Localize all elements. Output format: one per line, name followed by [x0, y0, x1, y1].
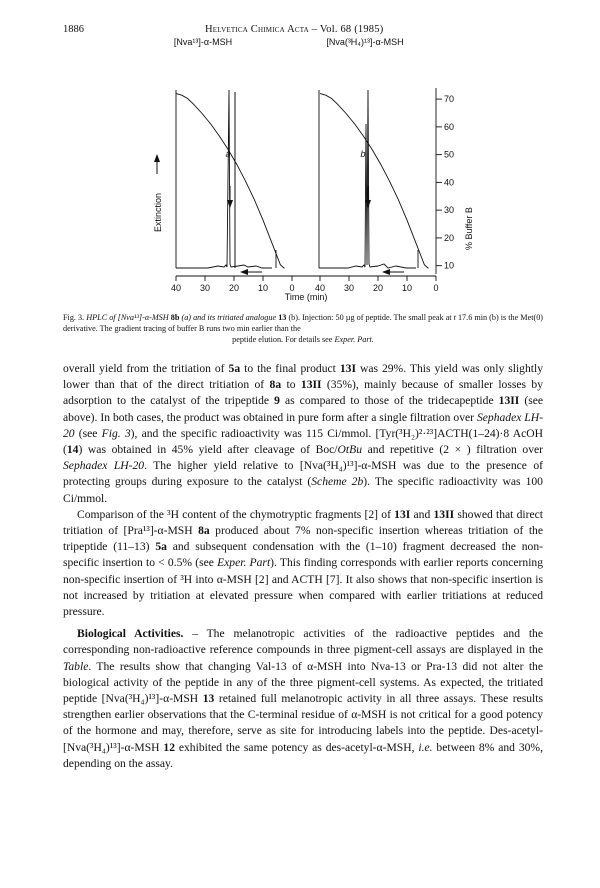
x-b-tick-label: 0	[433, 283, 439, 293]
y-right-label: % Buffer B	[464, 207, 474, 250]
paragraph-1: overall yield from the tritiation of 5a to the final product 13I was 29%. This yield was only slightly lower than that of the direct tritiation of 8a to 13II (35%), mainly because of smaller losses by adsorption to the catalyst of the tripeptide 9 as compared to those of the tridecapeptide 13II (see above). In both cases, the product was obtained in pure form after a single filtration over Sephadex LH-20 (see Fig. 3), and the specific radioactivity was 115 Ci/mmol. [Tyr(³H₂)²·²³]ACTH(1–24)·8 AcOH (14) was obtained in 45% yield after cleavage of Boc/OtBu and repetitive (2 × ) filtration over Sephadex LH-20. The higher yield relative to [Nva(³H₄)¹³]-α-MSH was due to the presence of protecting groups during exposure to the catalyst (Scheme 2b). The specific radioactivity was 100 Ci/mmol.	[63, 362, 544, 505]
y-up-arrow-head	[154, 154, 160, 162]
caption-line-3-pre: peptide elution. For details see	[232, 335, 333, 344]
panel-a-shift-arrow-head	[240, 269, 248, 275]
right-tick-label: 30	[444, 205, 455, 216]
x-a-tick-label: 10	[257, 283, 269, 293]
panel-a-chromatogram	[176, 90, 285, 275]
journal-name: Helvetica Chimica Acta	[205, 24, 309, 35]
x-a-tick-label: 40	[170, 283, 182, 293]
section-heading-biological-activities: Biological Activities.	[77, 627, 184, 641]
peak-label-b: b	[360, 149, 366, 159]
right-tick-label: 70	[444, 94, 455, 105]
panel-b-gradient-curve	[320, 94, 429, 269]
caption-title: HPLC of [Nva¹³]-α-MSH	[86, 313, 169, 322]
figure-caption	[63, 312, 543, 345]
right-tick-label: 40	[444, 177, 455, 188]
journal-volume: – Vol. 68 (1985)	[311, 24, 384, 35]
y-left-label: Extinction	[153, 192, 163, 232]
hplc-figure	[60, 36, 500, 310]
x-a-tick-label: 20	[228, 283, 240, 293]
paragraph-3-text: – The melanotropic activities of the radioactive peptides and the corresponding non-radioactive reference compounds in three pigment-cell assays are displayed in the Table. The results show that changing Val-13 of α-MSH into Nva-13 or Pra-13 did not alter the biological activity of the peptide in any of the three pigment-cell systems. As expected, the tritiated peptide [Nva(³H₄)¹³]-α-MSH 13 retained full melanotropic activity in all three assays. These results strengthen earlier observations that the C-terminal residue of α-MSH is not critical for a good potency of the hormone and may, therefore, serve as site for introducing labels into the peptide. Des-acetyl-[Nva(³H₄)¹³]-α-MSH 12 exhibited the same potency as des-acetyl-α-MSH, i.e. between 8% and 30%, depending on the assay.	[63, 627, 543, 770]
panel-b-baseline	[319, 90, 416, 268]
caption-compound-a: 8b	[170, 313, 180, 322]
panel-b-title: [Nva(³H₄)¹³]-α-MSH	[326, 37, 404, 47]
panel-b-shift-arrow-head	[382, 269, 390, 275]
right-tick-label: 20	[444, 232, 455, 243]
paragraph-2: Comparison of the ³H content of the chymotryptic fragments [2] of 13I and 13II showed that direct tritiation of [Pra¹³]-α-MSH 8a produced about 7% non-specific insertion whereas tritiation of the tripeptide (11–13) 5a and subsequent condensation with the (1–10) fragment decreased the non-specific insertion to < 0.5% (see Exper. Part). This finding corresponds with earlier reports concerning non-specific insertion of ³H into α-MSH [2] and ACTH [7]. It also shows that non-specific insertion is not increased by tritiation at elevated pressure when compared with earlier tritiations at reduced pressure.	[63, 507, 544, 619]
right-tick-label: 60	[444, 121, 455, 132]
right-scale-ticks	[436, 94, 454, 271]
peak-label-a: a	[225, 149, 231, 159]
panel-b-chromatogram	[319, 90, 429, 275]
caption-rest-2: 17.6 min (b) is the Met(0) derivative. The gradient tracing of buffer B runs two min earlier than the	[63, 313, 544, 333]
panel-a-title: [Nva¹³]-α-MSH	[173, 37, 233, 47]
x-a-tick-label: 0	[289, 283, 295, 293]
body-text	[63, 361, 543, 772]
caption-line-3-ref: Exper. Part.	[334, 335, 374, 344]
x-ticks-panel-b	[315, 276, 439, 293]
paragraph-3	[63, 626, 543, 772]
caption-mid: (a) and its tritiated analogue	[181, 313, 277, 322]
caption-t: t	[453, 313, 456, 322]
peak-b-arrow-head	[365, 200, 371, 208]
caption-compound-b: 13	[278, 313, 287, 322]
x-a-tick-label: 30	[199, 283, 211, 293]
caption-line-3	[63, 334, 543, 345]
x-b-tick-label: 20	[372, 283, 384, 293]
x-ticks-panel-a	[171, 276, 295, 293]
right-tick-label: 10	[444, 260, 455, 271]
page-number: 1886	[63, 24, 84, 35]
panel-a-baseline	[176, 90, 272, 268]
caption-lead: Fig. 3.	[63, 313, 85, 322]
caption-rest-1: (b). Injection: 50 µg of peptide. The small peak at	[288, 313, 452, 322]
x-b-tick-label: 30	[343, 283, 355, 293]
running-head	[205, 24, 383, 35]
x-b-tick-label: 10	[401, 283, 413, 293]
right-tick-label: 50	[444, 149, 455, 160]
x-axis-label: Time (min)	[284, 292, 328, 302]
x-b-tick-label: 40	[314, 283, 326, 293]
